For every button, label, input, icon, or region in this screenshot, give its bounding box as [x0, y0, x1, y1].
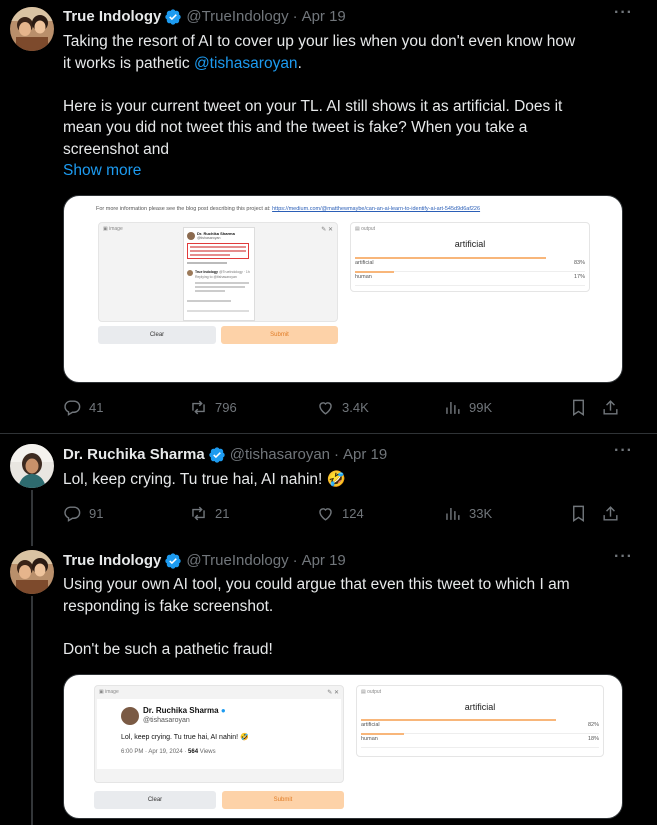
- mini-line: [187, 310, 249, 312]
- tweet-date[interactable]: Apr 19: [343, 446, 388, 463]
- text-line: mean you did not tweet this and the tweet is fake? When you take a: [63, 119, 528, 136]
- like-button[interactable]: [316, 398, 369, 417]
- submit-button[interactable]: Submit: [221, 326, 338, 344]
- repost-count: 21: [215, 506, 230, 521]
- output-row-label: artificial: [355, 260, 374, 266]
- confidence-bar: [355, 257, 546, 259]
- tweet-header: [63, 445, 387, 465]
- share-button[interactable]: [601, 504, 620, 523]
- views-button[interactable]: [443, 504, 492, 523]
- mention-link[interactable]: @tishasaroyan: [193, 54, 298, 72]
- author-handle[interactable]: @TrueIndology: [186, 552, 289, 569]
- verified-badge-icon: [208, 446, 226, 464]
- output-rows: [361, 722, 599, 750]
- views-button[interactable]: [443, 398, 492, 417]
- repost-button[interactable]: [189, 504, 229, 523]
- avatar-true-indology[interactable]: [10, 550, 54, 594]
- tweet-date[interactable]: Apr 19: [301, 552, 346, 569]
- mini-tweet-screenshot: [183, 227, 255, 321]
- author-handle[interactable]: @tishasaroyan: [229, 446, 331, 463]
- mini-line: [187, 262, 227, 264]
- info-prefix: For more information please see the blog post describing this project at:: [96, 206, 273, 212]
- tweet-2[interactable]: [0, 434, 657, 544]
- panel-tools[interactable]: ✎ ✕: [321, 227, 333, 233]
- mini-name: Dr. Ruchika Sharma: [197, 231, 235, 236]
- embed-meta-text: 6:00 PM · Apr 19, 2024 ·: [121, 749, 189, 755]
- submit-button[interactable]: Submit: [222, 791, 344, 809]
- output-panel: [356, 685, 604, 757]
- separator: ·: [334, 446, 340, 463]
- bookmark-button[interactable]: [569, 398, 588, 417]
- mini-line: [195, 286, 245, 288]
- tweet-3[interactable]: [0, 544, 657, 825]
- tweet-header: [63, 7, 346, 27]
- output-label: ▤ output: [361, 689, 382, 695]
- output-result: artificial: [454, 239, 486, 249]
- views-count: 99K: [469, 400, 493, 415]
- avatar-true-indology[interactable]: [10, 7, 54, 51]
- output-row-label: artificial: [361, 722, 380, 728]
- embed-text: Lol, keep crying. Tu true hai, AI nahin! 🤣: [121, 734, 249, 741]
- repost-count: 796: [215, 400, 237, 415]
- embed-avatar: [121, 707, 139, 725]
- confidence-bar: [355, 271, 394, 273]
- mini-line: [195, 290, 225, 292]
- confidence-bar: [361, 719, 556, 721]
- share-button[interactable]: [601, 398, 620, 417]
- output-result: artificial: [464, 702, 496, 712]
- text-line: Here is your current tweet on your TL. AI still shows it as artificial. Does it: [63, 97, 563, 115]
- reply-count: 41: [89, 400, 104, 415]
- mini-reply-avatar: [187, 270, 193, 276]
- author-name[interactable]: True Indology: [63, 8, 162, 25]
- tweet-date[interactable]: Apr 19: [301, 8, 346, 25]
- verified-badge-icon: [164, 552, 182, 570]
- verified-badge-icon: [164, 8, 182, 26]
- share-icon: [601, 504, 620, 523]
- reply-icon: [63, 504, 82, 523]
- output-row-label: human: [361, 736, 378, 742]
- thread-connector: [31, 490, 33, 546]
- confidence-bar: [361, 733, 404, 735]
- like-count: 124: [342, 506, 364, 521]
- reply-count: 91: [89, 506, 104, 521]
- mini-reply-handle: @TrueIndology · 1h: [218, 270, 250, 274]
- reply-button[interactable]: [63, 504, 103, 523]
- repost-icon: [189, 398, 208, 417]
- text-span: it works is pathetic: [63, 54, 194, 72]
- tweet-text: [63, 574, 633, 660]
- mini-reply-name: True Indology: [195, 270, 218, 274]
- reply-button[interactable]: [63, 398, 103, 417]
- embed-name: Dr. Ruchika Sharma ●: [143, 706, 226, 715]
- output-rows: [355, 260, 585, 288]
- tweet-text: [63, 31, 633, 182]
- mini-highlight: [187, 243, 249, 259]
- embedded-tweet-screenshot: [97, 699, 341, 769]
- separator: ·: [292, 8, 298, 25]
- image-label-text: image: [105, 689, 119, 695]
- attached-image-2[interactable]: [63, 674, 623, 819]
- info-text: [96, 206, 480, 212]
- embed-handle: @tishasaroyan: [143, 717, 190, 724]
- output-row-percent: 83%: [573, 260, 585, 266]
- clear-button[interactable]: Clear: [94, 791, 216, 809]
- output-row-percent: 17%: [573, 274, 585, 280]
- attached-image-1[interactable]: [63, 195, 623, 383]
- share-icon: [601, 398, 620, 417]
- bookmark-icon: [569, 504, 588, 523]
- tweet-text: Lol, keep crying. Tu true hai, AI nahin! 🤣: [63, 471, 346, 488]
- image-label-text: image: [109, 226, 123, 232]
- mini-line: [195, 282, 249, 284]
- heart-icon: [316, 504, 335, 523]
- image-label: ▣ image: [99, 689, 119, 695]
- more-options-icon[interactable]: ···: [614, 442, 633, 459]
- output-label: ▤ output: [355, 226, 376, 232]
- like-count: 3.4K: [342, 400, 369, 415]
- more-options-icon[interactable]: ···: [614, 4, 633, 21]
- text-line: Taking the resort of AI to cover up your lies when you don't even know how: [63, 33, 576, 50]
- text-line: [63, 53, 633, 75]
- author-handle[interactable]: @TrueIndology: [186, 8, 289, 25]
- heart-icon: [316, 398, 335, 417]
- bookmark-button[interactable]: [569, 504, 588, 523]
- mini-line: [187, 300, 231, 302]
- image-panel: [94, 685, 344, 783]
- show-more-link[interactable]: Show more: [63, 162, 142, 179]
- tweet-actions: [63, 398, 629, 418]
- views-icon: [443, 398, 462, 417]
- image-panel: [98, 222, 338, 322]
- author-name[interactable]: Dr. Ruchika Sharma: [63, 446, 205, 463]
- output-panel: [350, 222, 590, 292]
- avatar-ruchika-sharma[interactable]: [10, 444, 54, 488]
- clear-button[interactable]: Clear: [98, 326, 216, 344]
- embed-name-text: Dr. Ruchika Sharma: [143, 706, 219, 715]
- mini-handle: @tishasaroyan: [197, 236, 221, 240]
- output-row: [361, 736, 599, 748]
- info-url[interactable]: https://medium.com/@matthewmaybe/can-an-ai-learn-to-identify-ai-art-545d9d6af226: [272, 206, 481, 212]
- text-line: Using your own AI tool, you could argue that even this tweet to which I am: [63, 576, 570, 593]
- embed-views-label: Views: [198, 749, 216, 755]
- more-options-icon[interactable]: ···: [614, 548, 633, 565]
- output-row-percent: 82%: [587, 722, 599, 728]
- output-row: [355, 274, 585, 286]
- output-label-text: output: [361, 226, 376, 232]
- text-line: responding is fake screenshot.: [63, 597, 274, 615]
- tweet-header: [63, 551, 346, 571]
- tweet-actions: [63, 504, 629, 524]
- mini-reply-to: Replying to @tishasaroyan: [195, 275, 237, 279]
- output-row-percent: 18%: [587, 736, 599, 742]
- views-count: 33K: [469, 506, 493, 521]
- reply-icon: [63, 398, 82, 417]
- bookmark-icon: [569, 398, 588, 417]
- like-button[interactable]: [316, 504, 364, 523]
- text-line: Don't be such a pathetic fraud!: [63, 640, 273, 658]
- embed-views: 564: [188, 749, 199, 755]
- panel-tools[interactable]: ✎ ✕: [327, 690, 339, 696]
- image-label: ▣ image: [103, 226, 123, 232]
- text-span: .: [297, 54, 302, 72]
- text-line: screenshot and: [63, 140, 169, 158]
- output-label-text: output: [367, 689, 382, 695]
- repost-icon: [189, 504, 208, 523]
- mini-avatar: [187, 232, 195, 240]
- repost-button[interactable]: [189, 398, 237, 417]
- views-icon: [443, 504, 462, 523]
- output-row-label: human: [355, 274, 372, 280]
- separator: ·: [292, 552, 298, 569]
- author-name[interactable]: True Indology: [63, 552, 162, 569]
- embed-meta: [121, 749, 216, 755]
